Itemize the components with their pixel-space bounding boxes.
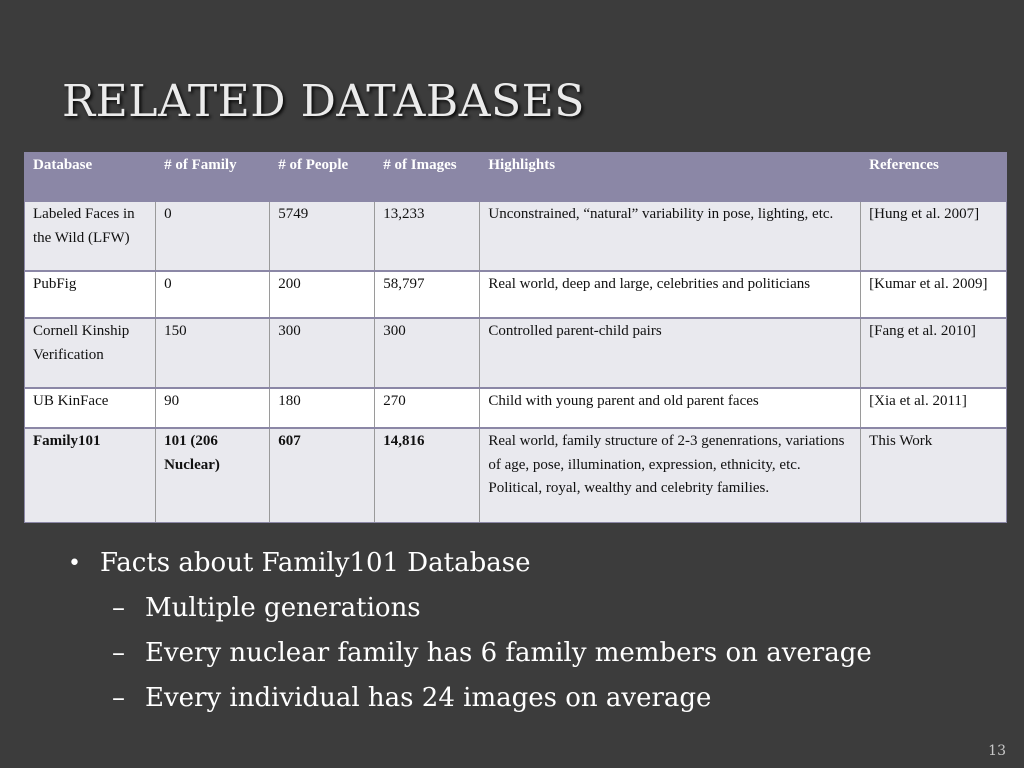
cell-highlights: Child with young parent and old parent faces bbox=[480, 388, 861, 428]
sub-bullet bbox=[68, 586, 872, 631]
cell-family: 90 bbox=[156, 388, 270, 428]
databases-table bbox=[25, 153, 1006, 522]
header-database: Database bbox=[33, 157, 93, 173]
cell-database: Cornell Kinship Verification bbox=[33, 323, 130, 363]
cell-references: [Xia et al. 2011] bbox=[861, 388, 1006, 428]
sub-bullet bbox=[68, 631, 872, 676]
cell-references: [Fang et al. 2010] bbox=[861, 318, 1006, 388]
cell-highlights: Unconstrained, “natural” variability in pose, lighting, etc. bbox=[480, 201, 861, 271]
cell-database: UB KinFace bbox=[33, 393, 109, 409]
cell-images: 58,797 bbox=[375, 271, 480, 318]
dash-marker: – bbox=[112, 593, 125, 623]
cell-images: 270 bbox=[375, 388, 480, 428]
cell-people: 200 bbox=[270, 271, 375, 318]
bullet-main: • Facts about Family101 Database bbox=[68, 541, 872, 586]
header-family: # of Family bbox=[156, 153, 270, 201]
header-highlights: Highlights bbox=[480, 153, 861, 201]
table-row-highlight bbox=[25, 428, 1006, 522]
sub-bullet-text: Multiple generations bbox=[145, 593, 421, 623]
cell-images: 13,233 bbox=[375, 201, 480, 271]
cell-people: 607 bbox=[270, 428, 375, 522]
cell-family: 101 (206 Nuclear) bbox=[156, 428, 270, 522]
cell-highlights: Real world, family structure of 2-3 genenrations, variations of age, pose, illumination, expression, ethnicity, etc. Political, royal, wealthy and celebrity families. bbox=[480, 428, 861, 522]
table-row bbox=[25, 318, 1006, 388]
cell-database: PubFig bbox=[33, 276, 77, 292]
cell-people: 180 bbox=[270, 388, 375, 428]
slide-title: RELATED DATABASES bbox=[62, 76, 585, 127]
cell-family: 150 bbox=[156, 318, 270, 388]
header-images: # of Images bbox=[375, 153, 480, 201]
cell-people: 300 bbox=[270, 318, 375, 388]
cell-family: 0 bbox=[156, 201, 270, 271]
cell-family: 0 bbox=[156, 271, 270, 318]
cell-images: 300 bbox=[375, 318, 480, 388]
cell-people: 5749 bbox=[270, 201, 375, 271]
table-row bbox=[25, 201, 1006, 271]
sub-bullet bbox=[68, 676, 872, 721]
cell-references: This Work bbox=[861, 428, 1006, 522]
cell-images: 14,816 bbox=[375, 428, 480, 522]
table-row bbox=[25, 271, 1006, 318]
cell-highlights: Controlled parent-child pairs bbox=[480, 318, 861, 388]
header-people: # of People bbox=[270, 153, 375, 201]
header-references: References bbox=[861, 153, 1006, 201]
cell-highlights: Real world, deep and large, celebrities and politicians bbox=[480, 271, 861, 318]
dash-marker: – bbox=[112, 683, 125, 713]
cell-references: [Hung et al. 2007] bbox=[861, 201, 1006, 271]
sub-bullet-text: Every nuclear family has 6 family members on average bbox=[145, 638, 872, 668]
facts-list bbox=[68, 541, 872, 721]
page-number: 13 bbox=[988, 743, 1006, 759]
cell-database: Family101 bbox=[33, 433, 101, 449]
cell-database: Labeled Faces in the Wild (LFW) bbox=[33, 206, 135, 246]
table-row bbox=[25, 388, 1006, 428]
sub-bullet-text: Every individual has 24 images on average bbox=[145, 683, 712, 713]
cell-references: [Kumar et al. 2009] bbox=[861, 271, 1006, 318]
dash-marker: – bbox=[112, 638, 125, 668]
table-header-row bbox=[25, 153, 1006, 201]
